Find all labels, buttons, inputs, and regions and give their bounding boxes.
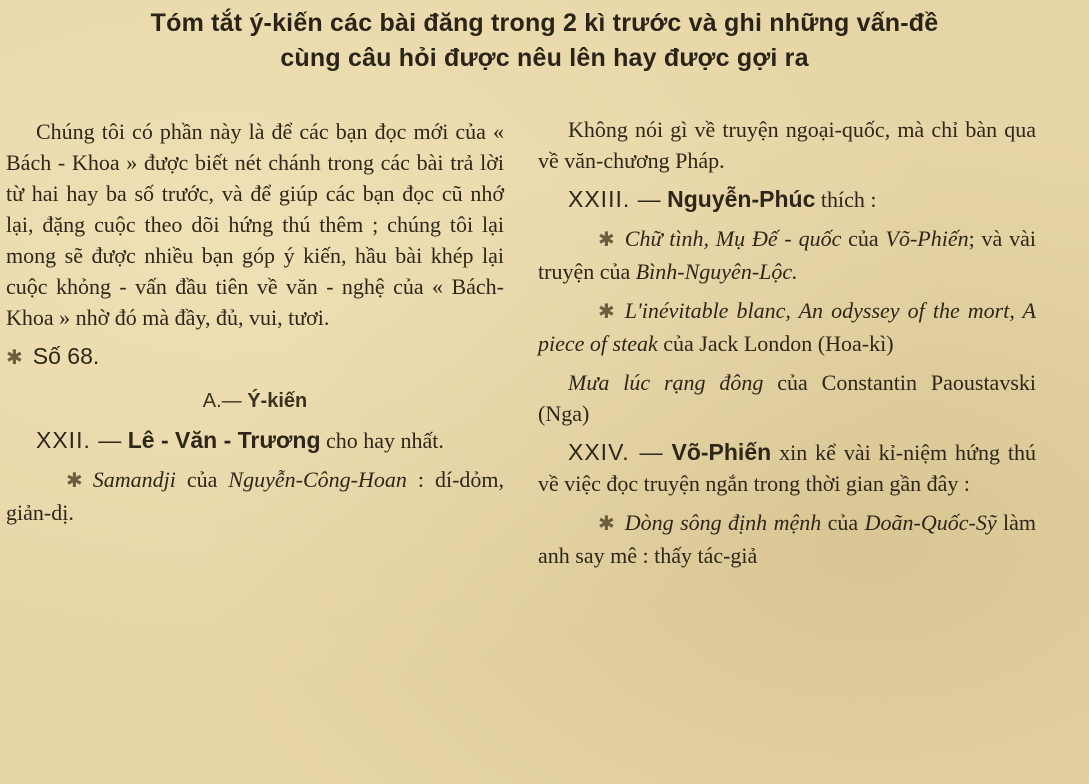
book-author: của Jack London (Hoa-kì) <box>663 331 894 356</box>
book-title: L'inévitable blanc, An odyssey of the mort, A piece of steak <box>538 298 1036 356</box>
book-title: Mưa lúc rạng đông <box>568 370 764 395</box>
book-author: Nguyễn-Công-Hoan <box>228 467 407 492</box>
right-intro: Không nói gì về truyện ngoại-quốc, mà chỉ bàn qua về văn-chương Pháp. <box>538 117 1036 173</box>
entry-24-book-1 <box>538 507 1036 571</box>
asterism-icon: ✱ <box>598 513 615 535</box>
book-title: Dòng sông định mệnh <box>624 510 822 535</box>
book-title: Samandji <box>92 467 176 492</box>
asterism-icon: ✱ <box>598 301 615 323</box>
entry-22-number: XXII. — <box>36 427 123 453</box>
entry-22-text: cho hay nhất. <box>326 428 444 453</box>
book-comment: làm anh say mê : thấy tác-giả <box>538 510 1037 568</box>
book-title: Chữ tình, Mụ Đế - quốc <box>624 226 842 251</box>
issue-heading <box>6 341 504 374</box>
book-author-2: Bình-Nguyên-Lộc. <box>635 259 798 284</box>
entry-24 <box>538 437 1036 499</box>
entry-23-book-2 <box>538 295 1036 359</box>
right-column <box>538 114 1036 571</box>
entry-23-book-3 <box>538 367 1036 429</box>
entry-23-book-1 <box>538 223 1036 287</box>
entry-24-name: Võ-Phiến <box>671 439 772 465</box>
entry-23 <box>538 184 1036 215</box>
issue-number: Số 68. <box>32 343 100 369</box>
book-of: của <box>827 510 859 535</box>
subhead-prefix: A.— <box>202 390 242 412</box>
entry-22-book <box>6 464 504 528</box>
entry-22-name: Lê - Văn - Trương <box>127 427 321 453</box>
entry-24-number: XXIV. — <box>568 439 664 465</box>
asterism-icon: ✱ <box>66 470 83 492</box>
entry-23-number: XXIII. — <box>568 186 662 212</box>
entry-24-text: xin kể vài kỉ-niệm hứng thú về việc đọc truyện ngắn trong thời gian gần đây : <box>538 440 1037 496</box>
asterism-icon: ✱ <box>6 347 23 369</box>
header-line-1: Tóm tắt ý-kiến các bài đăng trong 2 kì trước và ghi những vấn-đề <box>150 9 939 37</box>
page-header <box>0 6 1089 76</box>
book-author: Võ-Phiến <box>885 226 969 251</box>
book-comment: : dí-dỏm, giản-dị. <box>6 467 505 525</box>
asterism-icon: ✱ <box>598 229 615 251</box>
entry-23-verb: thích : <box>820 187 877 212</box>
book-mid: ; và vài truyện của <box>538 226 1037 284</box>
book-author: của Constantin Paoustavski (Nga) <box>538 370 1036 426</box>
entry-23-name: Nguyễn-Phúc <box>667 186 816 212</box>
left-column <box>6 116 504 528</box>
intro-paragraph: Chúng tôi có phần này là để các bạn đọc mới của « Bách - Khoa » được biết nét chánh trong các bài trả lời từ hai hay ba số trước, và để giúp các bạn đọc cũ nhớ lại, đặng cuộc theo dõi hứng thú thêm ; chúng tôi lại mong sẽ được nhiều bạn góp ý kiến, hầu bài khép lại cuộc khỏng - vấn đầu tiên về văn - nghệ của « Bách-Khoa » nhờ đó mà đầy, đủ, vui, tươi. <box>6 119 504 330</box>
subhead-title: Ý-kiến <box>247 390 308 412</box>
book-of: của <box>848 226 879 251</box>
book-of: của <box>186 467 218 492</box>
section-subhead <box>6 386 504 417</box>
header-line-2: cùng câu hỏi được nêu lên hay được gợi ra <box>280 44 809 72</box>
book-author: Doãn-Quốc-Sỹ <box>864 510 997 535</box>
entry-22 <box>6 425 504 456</box>
